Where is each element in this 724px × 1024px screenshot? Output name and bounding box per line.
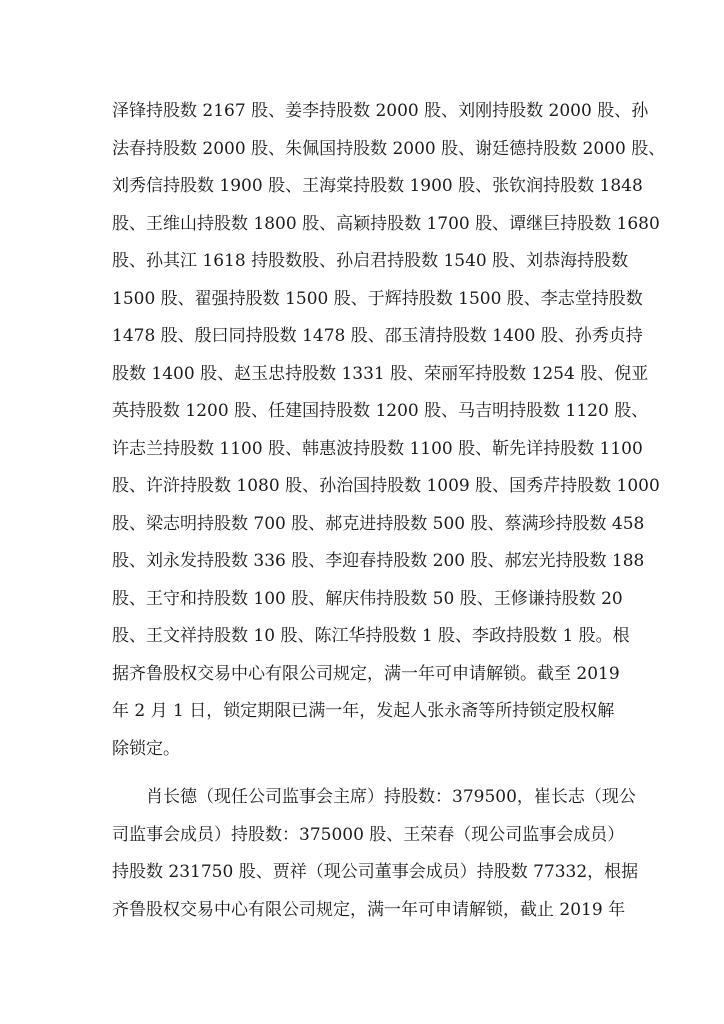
text-line: 股、王维山持股数 1800 股、高颖持股数 1700 股、谭继巨持股数 1680: [112, 213, 660, 234]
text-line: 许志兰持股数 1100 股、韩惠波持股数 1100 股、靳先详持股数 1100: [112, 438, 643, 459]
text-line: 刘秀信持股数 1900 股、王海棠持股数 1900 股、张钦润持股数 1848: [112, 176, 643, 196]
text-line: 齐鲁股权交易中心有限公司规定，满一年可申请解锁，截止 2019 年: [112, 899, 626, 920]
paragraph-supervisors-holdings: [112, 779, 639, 929]
text-line: 1478 股、殷曰同持股数 1478 股、邵玉清持股数 1400 股、孙秀贞持: [112, 326, 643, 346]
text-line: 股、梁志明持股数 700 股、郝克进持股数 500 股、蔡满珍持股数 458: [112, 513, 645, 534]
paragraph-shareholders-list: [112, 93, 666, 768]
text-line: 股、王守和持股数 100 股、解庆伟持股数 50 股、王修谦持股数 20: [112, 588, 623, 609]
text-line: 泽锋持股数 2167 股、姜李持股数 2000 股、刘刚持股数 2000 股、孙: [112, 101, 649, 121]
text-line: 司监事会成员）持股数：375000 股、王荣春（现公司监事会成员）: [112, 824, 625, 845]
text-line: 年 2 月 1 日，锁定期限已满一年，发起人张永斋等所持锁定股权解: [112, 701, 615, 721]
text-line: 据齐鲁股权交易中心有限公司规定，满一年可申请解锁。截至 2019: [112, 663, 620, 684]
text-line: 英持股数 1200 股、任建国持股数 1200 股、马吉明持股数 1120 股、: [112, 401, 649, 421]
text-line: 股、刘永发持股数 336 股、李迎春持股数 200 股、郝宏光持股数 188: [112, 551, 645, 571]
text-line: 1500 股、翟强持股数 1500 股、于辉持股数 1500 股、李志堂持股数: [112, 288, 643, 309]
text-line: 股、孙其江 1618 持股数股、孙启君持股数 1540 股、刘恭海持股数: [112, 251, 629, 271]
text-line: 除锁定。: [112, 738, 180, 759]
text-line: 法春持股数 2000 股、朱佩国持股数 2000 股、谢廷德持股数 2000 股、: [112, 138, 666, 159]
text-line: 持股数 231750 股、贾祥（现公司董事会成员）持股数 77332，根据: [112, 862, 639, 882]
text-line: 股数 1400 股、赵玉忠持股数 1331 股、荣丽军持股数 1254 股、倪亚: [112, 363, 649, 384]
text-line: 股、王文祥持股数 10 股、陈江华持股数 1 股、李政持股数 1 股。根: [112, 626, 630, 646]
text-line: 肖长德（现任公司监事会主席）持股数：379500，崔长志（现公: [146, 787, 636, 807]
text-line: 股、许浒持股数 1080 股、孙治国持股数 1009 股、国秀芹持股数 1000: [112, 476, 660, 496]
